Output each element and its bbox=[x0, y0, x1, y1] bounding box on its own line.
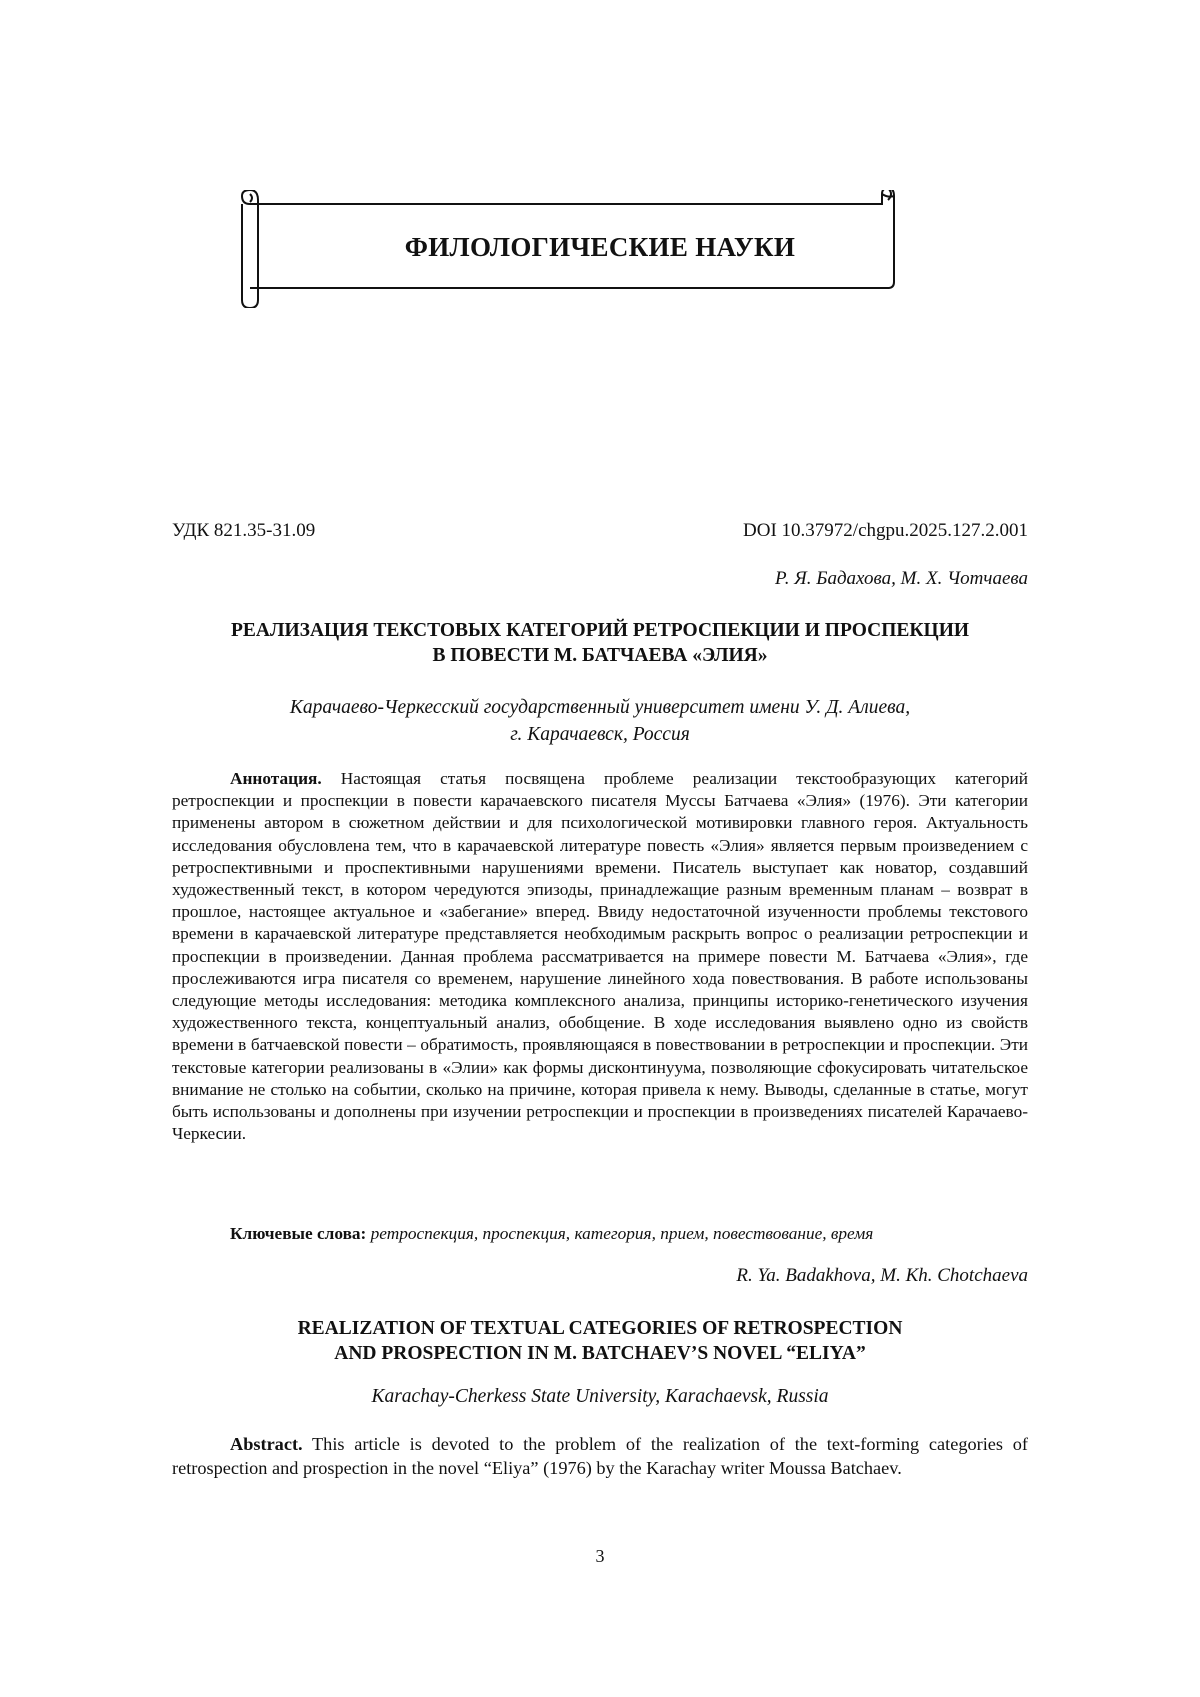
keywords-ru bbox=[172, 1224, 1028, 1244]
affiliation-ru-line-2: г. Карачаевск, Россия bbox=[510, 724, 690, 745]
page-number: 3 bbox=[595, 1546, 605, 1566]
abstract-en-label: Abstract. bbox=[230, 1434, 303, 1454]
article-title-ru bbox=[172, 618, 1028, 668]
abstract-ru-text: Настоящая статья посвящена проблеме реализации текстообразующих категорий ретроспекции и проспекции в повести карачаевского писателя Муссы Батчаева «Элия» (1976). Эти категории применены автором в сюжетном действии и для психологической мотивировки главного героя. Актуальность исследования обусловлена тем, что в карачаевской литературе повесть «Элия» является первым произведением с ретроспективными и проспективными нарушениями времени. Писатель выступает как новатор, создавший художественный текст, в котором чередуются эпизоды, принадлежащие разным временным планам – возврат в прошлое, настоящее актуальное и «забегание» вперед. Ввиду недостаточной изученности проблемы текстового времени в карачаевской литературе представляется необходимым раскрыть вопрос о реализации ретроспекции и проспекции в произведении. Данная проблема рассматривается на примере повести М. Батчаева «Элия», где прослеживаются игра писателя со временем, нарушение линейного хода повествования. В работе использованы следующие методы исследования: методика комплексного анализа, принципы историко-генетического изучения художественного текста, концептуальный анализ, обобщение. В ходе исследования выявлено одно из свойств времени в батчаевской повести – обратимость, проявляющаяся в повествовании в ретроспекции и проспекции. Эти текстовые категории реализованы в «Элии» как формы дисконтинуума, позволяющие сфокусировать читательское внимание не столько на событии, сколько на причине, которая привела к нему. Выводы, сделанные в статье, могут быть использованы и дополнены при изучении ретроспекции и проспекции в произведениях писателей Карачаево-Черкесии. bbox=[172, 769, 1028, 1144]
banner-title: ФИЛОЛОГИЧЕСКИЕ НАУКИ bbox=[404, 232, 796, 262]
abstract-ru-label: Аннотация. bbox=[230, 769, 322, 788]
doi-code: DOI 10.37972/chgpu.2025.127.2.001 bbox=[743, 520, 1028, 541]
affiliation-ru-line-1: Карачаево-Черкесский государственный университет имени У. Д. Алиева, bbox=[289, 697, 911, 718]
abstract-en-text: This article is devoted to the problem of the realization of the text-forming categories of retrospection and prospection in the novel “Eliya” (1976) by the Karachay writer Moussa Batchaev. bbox=[172, 1434, 1028, 1478]
title-en-line-1: REALIZATION OF TEXTUAL CATEGORIES OF RETROSPECTION bbox=[297, 1318, 903, 1339]
authors-en: R. Ya. Badakhova, M. Kh. Chotchaeva bbox=[736, 1265, 1028, 1286]
keywords-ru-label: Ключевые слова: bbox=[230, 1224, 367, 1243]
article-title-en bbox=[172, 1316, 1028, 1366]
affiliation-ru bbox=[172, 694, 1028, 748]
title-en-line-2: AND PROSPECTION IN M. BATCHAEV’S NOVEL “ELIYA” bbox=[334, 1343, 866, 1364]
title-ru-line-1: РЕАЛИЗАЦИЯ ТЕКСТОВЫХ КАТЕГОРИЙ РЕТРОСПЕКЦИИ И ПРОСПЕКЦИИ bbox=[230, 620, 970, 641]
section-banner bbox=[232, 190, 968, 308]
affiliation-en: Karachay-Cherkess State University, Karachaevsk, Russia bbox=[371, 1386, 829, 1407]
abstract-en bbox=[172, 1432, 1028, 1480]
title-ru-line-2: В ПОВЕСТИ М. БАТЧАЕВА «ЭЛИЯ» bbox=[432, 645, 768, 666]
authors-ru: Р. Я. Бадахова, М. Х. Чотчаева bbox=[775, 568, 1028, 589]
abstract-ru bbox=[172, 768, 1028, 1145]
keywords-ru-text: ретроспекция, проспекция, категория, прием, повествование, время bbox=[370, 1224, 874, 1243]
identifiers-row bbox=[172, 520, 1028, 542]
udc-code: УДК 821.35-31.09 bbox=[172, 520, 316, 541]
